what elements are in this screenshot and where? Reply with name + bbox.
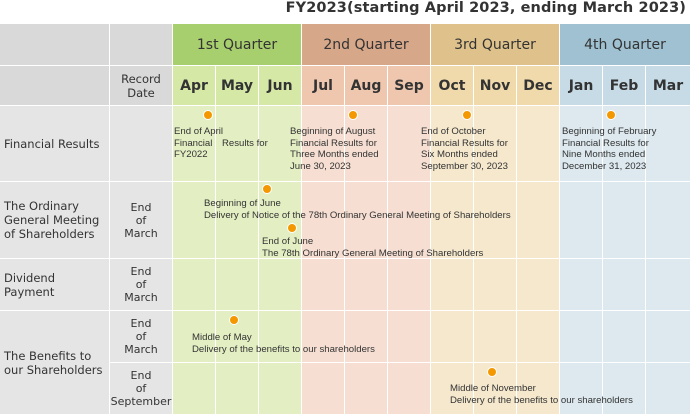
event-agm-meeting: End of June The 78th Ordinary General Meeting of Shareholders [262,236,484,259]
event-marker-icon [287,223,297,233]
body-cell [259,363,301,414]
month-header-oct: Oct [431,66,473,105]
body-cell [603,311,645,362]
event-marker-icon [348,110,358,120]
quarter-header-3: 3rd Quarter [431,24,559,65]
body-cell [560,182,602,258]
event-benefits-nov: Middle of November Delivery of the benefits to our shareholders [450,383,633,406]
month-header-sep: Sep [388,66,430,105]
body-cell [517,311,559,362]
month-header-jun: Jun [259,66,301,105]
body-cell [345,363,387,414]
body-cell [646,259,690,310]
event-financial-results-apr: End of April Financial Results for FY2022 [174,126,268,161]
month-header-jul: Jul [302,66,344,105]
body-cell [345,259,387,310]
quarter-header-4: 4th Quarter [560,24,690,65]
body-cell [646,311,690,362]
body-cell [216,363,258,414]
row-label-financial-results: Financial Results [0,106,109,181]
event-financial-results-oct: End of October Financial Results for Six Months ended September 30, 2023 [421,126,508,172]
event-financial-results-feb: Beginning of February Financial Results for Nine Months ended December 31, 2023 [562,126,657,172]
page-title: FY2023(starting April 2023, ending March 2023) [285,0,686,16]
row-label-dividend: Dividend Payment [0,259,109,310]
record-date-dividend: End of March [110,259,172,310]
body-cell [474,311,516,362]
body-cell [431,311,473,362]
event-financial-results-aug: Beginning of August Financial Results for Three Months ended June 30, 2023 [290,126,379,172]
body-cell [517,106,559,181]
month-header-mar: Mar [646,66,690,105]
record-date-benefits-march: End of March [110,311,172,362]
body-cell [388,311,430,362]
body-cell [646,182,690,258]
body-cell [603,182,645,258]
body-cell [259,259,301,310]
month-header-jan: Jan [560,66,602,105]
event-marker-icon [262,184,272,194]
body-cell [173,259,215,310]
month-header-nov: Nov [474,66,516,105]
event-marker-icon [229,315,239,325]
body-cell [388,259,430,310]
event-marker-icon [462,110,472,120]
record-date-financial-results [110,106,172,181]
body-cell [474,259,516,310]
row-label-agm: The Ordinary General Meeting of Shareholders [0,182,109,258]
month-header-dec: Dec [517,66,559,105]
quarter-header-1: 1st Quarter [173,24,301,65]
body-cell [302,259,344,310]
month-header-may: May [216,66,258,105]
header-corner-record [110,24,172,65]
event-marker-icon [203,110,213,120]
body-cell [560,311,602,362]
body-cell [517,259,559,310]
body-cell [431,259,473,310]
body-cell [603,259,645,310]
body-cell [216,259,258,310]
body-cell [388,363,430,414]
header-corner [0,24,109,65]
month-header-feb: Feb [603,66,645,105]
month-header-aug: Aug [345,66,387,105]
record-date-header: Record Date [110,66,172,105]
body-cell [646,363,690,414]
month-header-apr: Apr [173,66,215,105]
row-label-benefits: The Benefits to our Shareholders [0,311,109,414]
body-cell [560,259,602,310]
quarter-header-2: 2nd Quarter [302,24,430,65]
event-marker-icon [606,110,616,120]
event-agm-notice: Beginning of June Delivery of Notice of the 78th Ordinary General Meeting of Shareholders [204,198,511,221]
record-date-agm: End of March [110,182,172,258]
event-marker-icon [487,367,497,377]
body-cell [173,363,215,414]
body-cell [517,182,559,258]
body-cell [302,363,344,414]
event-benefits-may: Middle of May Delivery of the benefits to our shareholders [192,332,375,355]
record-date-benefits-september: End of September [110,363,172,414]
header-blank [0,66,109,105]
